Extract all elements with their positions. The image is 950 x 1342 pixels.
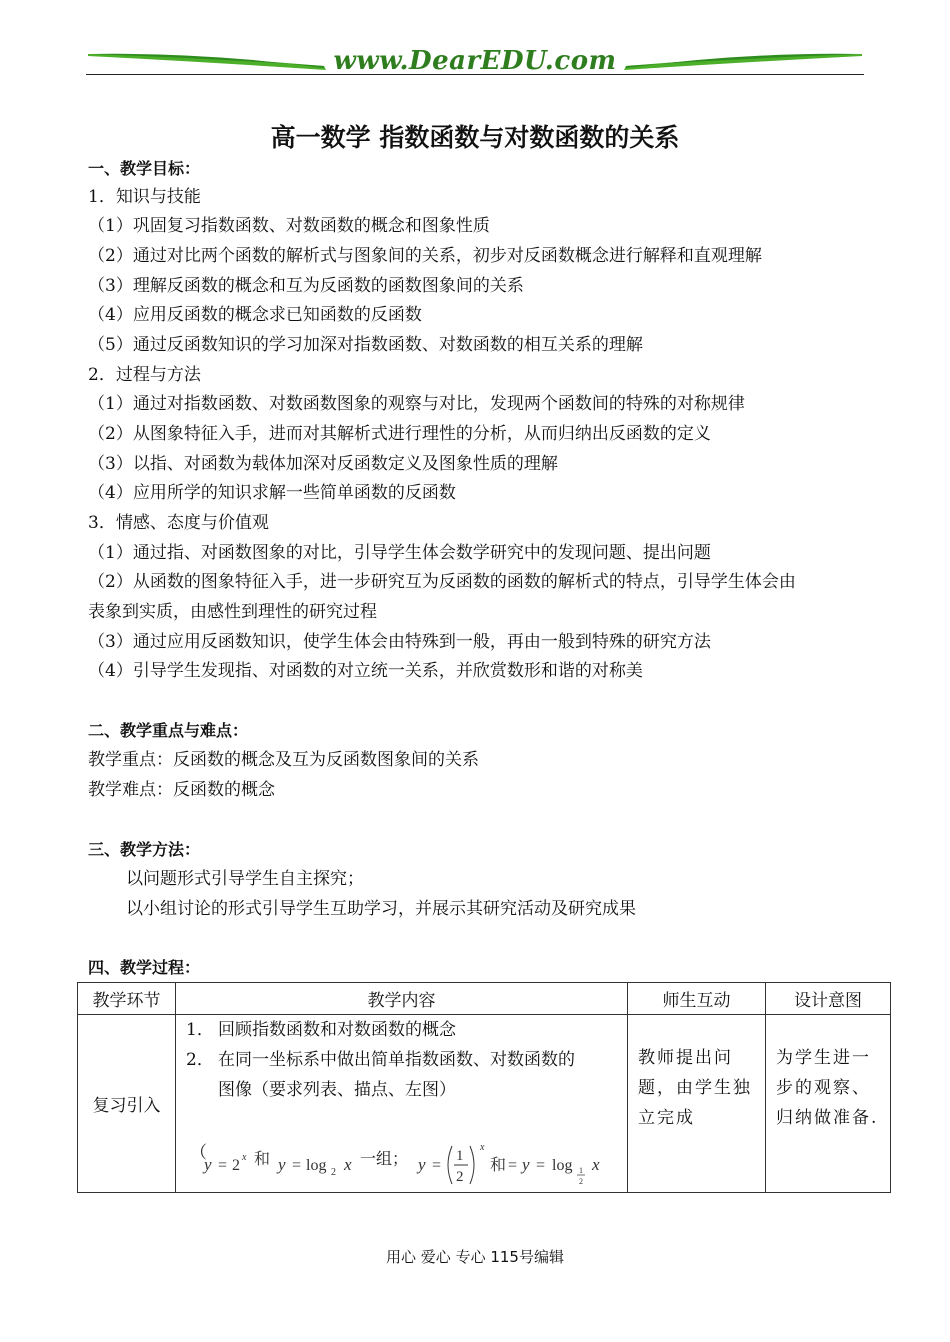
table-header-cell: 设计意图 <box>766 983 891 1015</box>
stage-cell: 复习引入 <box>78 1015 176 1193</box>
content-item-number: 2． <box>186 1050 214 1070</box>
sub2-item: （2）从图象特征入手，进而对其解析式进行理性的分析，从而归纳出反函数的定义 <box>88 424 711 444</box>
formula-y: y <box>204 1155 212 1174</box>
method-item: 以问题形式引导学生自主探究； <box>126 869 364 889</box>
formula-y: y <box>418 1155 426 1174</box>
formula-and: 和 <box>254 1151 271 1168</box>
sub3-item: （4）引导学生发现指、对函数的对立统一关系，并欣赏数形和谐的对称美 <box>88 661 643 681</box>
sub2-item: （3）以指、对函数为载体加深对反函数定义及图象性质的理解 <box>88 454 558 474</box>
section1-sub2: 2．过程与方法 <box>88 365 201 385</box>
formula-eq: = <box>218 1157 228 1174</box>
sub3-item: （3）通过应用反函数知识，使学生体会由特殊到一般，再由一般到特殊的研究方法 <box>88 632 711 652</box>
content-item <box>186 1049 575 1071</box>
difficulty-point: 教学难点：反函数的概念 <box>88 780 275 800</box>
content-item <box>186 1079 456 1101</box>
function-formulas <box>190 1140 620 1186</box>
method-item: 以小组讨论的形式引导学生互助学习，并展示其研究活动及研究成果 <box>126 899 636 919</box>
section1-heading: 一、教学目标： <box>88 159 201 178</box>
formula-fraction-numerator: 1 <box>456 1148 464 1164</box>
section2-heading: 二、教学重点与难点： <box>88 721 249 740</box>
content-body <box>176 1015 627 1192</box>
table-header-cell: 师生互动 <box>628 983 766 1015</box>
formula-and: 和 <box>490 1157 507 1174</box>
header-divider <box>86 74 864 75</box>
formula-group-label: 一组； <box>360 1151 409 1168</box>
formula-eq: = <box>292 1157 302 1174</box>
section1-sub3: 3．情感、态度与价值观 <box>88 513 269 533</box>
formula-left-paren <box>448 1146 452 1184</box>
formula-exponent: x <box>242 1152 247 1163</box>
formula-right-paren <box>470 1146 474 1184</box>
section3-heading: 三、教学方法： <box>88 840 201 859</box>
table-header-row <box>78 983 891 1015</box>
formula-log: log <box>306 1157 327 1174</box>
content-item-text: 图像（要求列表、描点、左图） <box>218 1080 456 1100</box>
content-item-number: 1． <box>186 1020 214 1040</box>
table-header-cell: 教学环节 <box>78 983 176 1015</box>
sub1-item: （1）巩固复习指数函数、对数函数的概念和图象性质 <box>88 216 490 236</box>
table-header-cell: 教学内容 <box>176 983 628 1015</box>
formula-eq: = <box>432 1157 442 1174</box>
section1-sub1: 1．知识与技能 <box>88 187 201 207</box>
formula-x: x <box>592 1155 600 1174</box>
sub1-item: （5）通过反函数知识的学习加深对指数函数、对数函数的相互关系的理解 <box>88 335 643 355</box>
table-row <box>78 1015 891 1193</box>
formula-base: 2 <box>232 1157 240 1174</box>
sub1-item: （2）通过对比两个函数的解析式与图象间的关系，初步对反函数概念进行解释和直观理解 <box>88 246 762 266</box>
sub1-item: （3）理解反函数的概念和互为反函数的函数图象间的关系 <box>88 276 524 296</box>
formula-y: y <box>522 1155 530 1174</box>
formula-x: x <box>344 1155 352 1174</box>
formula-exponent: x <box>480 1142 485 1153</box>
page-footer: 用心 爱心 专心 115号编辑 <box>386 1248 564 1266</box>
sub2-item: （4）应用所学的知识求解一些简单函数的反函数 <box>88 483 456 503</box>
lesson-process-table <box>77 982 891 1193</box>
content-item <box>186 1019 456 1041</box>
formula-log-base: 2 <box>331 1167 336 1178</box>
content-item-text: 回顾指数函数和对数函数的概念 <box>218 1020 456 1040</box>
content-item-text: 在同一坐标系中做出简单指数函数、对数函数的 <box>218 1050 575 1070</box>
content-cell <box>176 1015 628 1193</box>
formula-fraction-denominator: 2 <box>456 1169 464 1185</box>
logo-text: www.DearEDU.com <box>333 46 617 76</box>
section4-heading: 四、教学过程： <box>88 958 201 977</box>
formula-log-base-numerator: 1 <box>579 1166 583 1175</box>
key-point: 教学重点：反函数的概念及互为反函数图象间的关系 <box>88 750 479 770</box>
sub3-item: 表象到实质，由感性到理性的研究过程 <box>88 602 377 622</box>
formula-eq: = <box>508 1157 518 1174</box>
intent-cell: 为学生进一步的观察、归纳做准备. <box>766 1015 891 1193</box>
sub2-item: （1）通过对指数函数、对数函数图象的观察与对比，发现两个函数间的特殊的对称规律 <box>88 394 745 414</box>
formula-eq: = <box>536 1157 546 1174</box>
sub3-item: （2）从函数的图象特征入手，进一步研究互为反函数的函数的解析式的特点，引导学生体会由 <box>88 572 796 592</box>
interaction-cell: 教师提出问题，由学生独立完成 <box>628 1015 766 1193</box>
page-title: 高一数学 指数函数与对数函数的关系 <box>270 123 680 152</box>
formula-log: log <box>552 1157 573 1174</box>
sub1-item: （4）应用反函数的概念求已知函数的反函数 <box>88 305 422 325</box>
formula-y: y <box>278 1155 286 1174</box>
formula-open-paren: （ <box>190 1143 207 1162</box>
sub3-item: （1）通过指、对函数图象的对比，引导学生体会数学研究中的发现问题、提出问题 <box>88 543 711 563</box>
formula-log-base-denominator: 2 <box>579 1177 583 1186</box>
